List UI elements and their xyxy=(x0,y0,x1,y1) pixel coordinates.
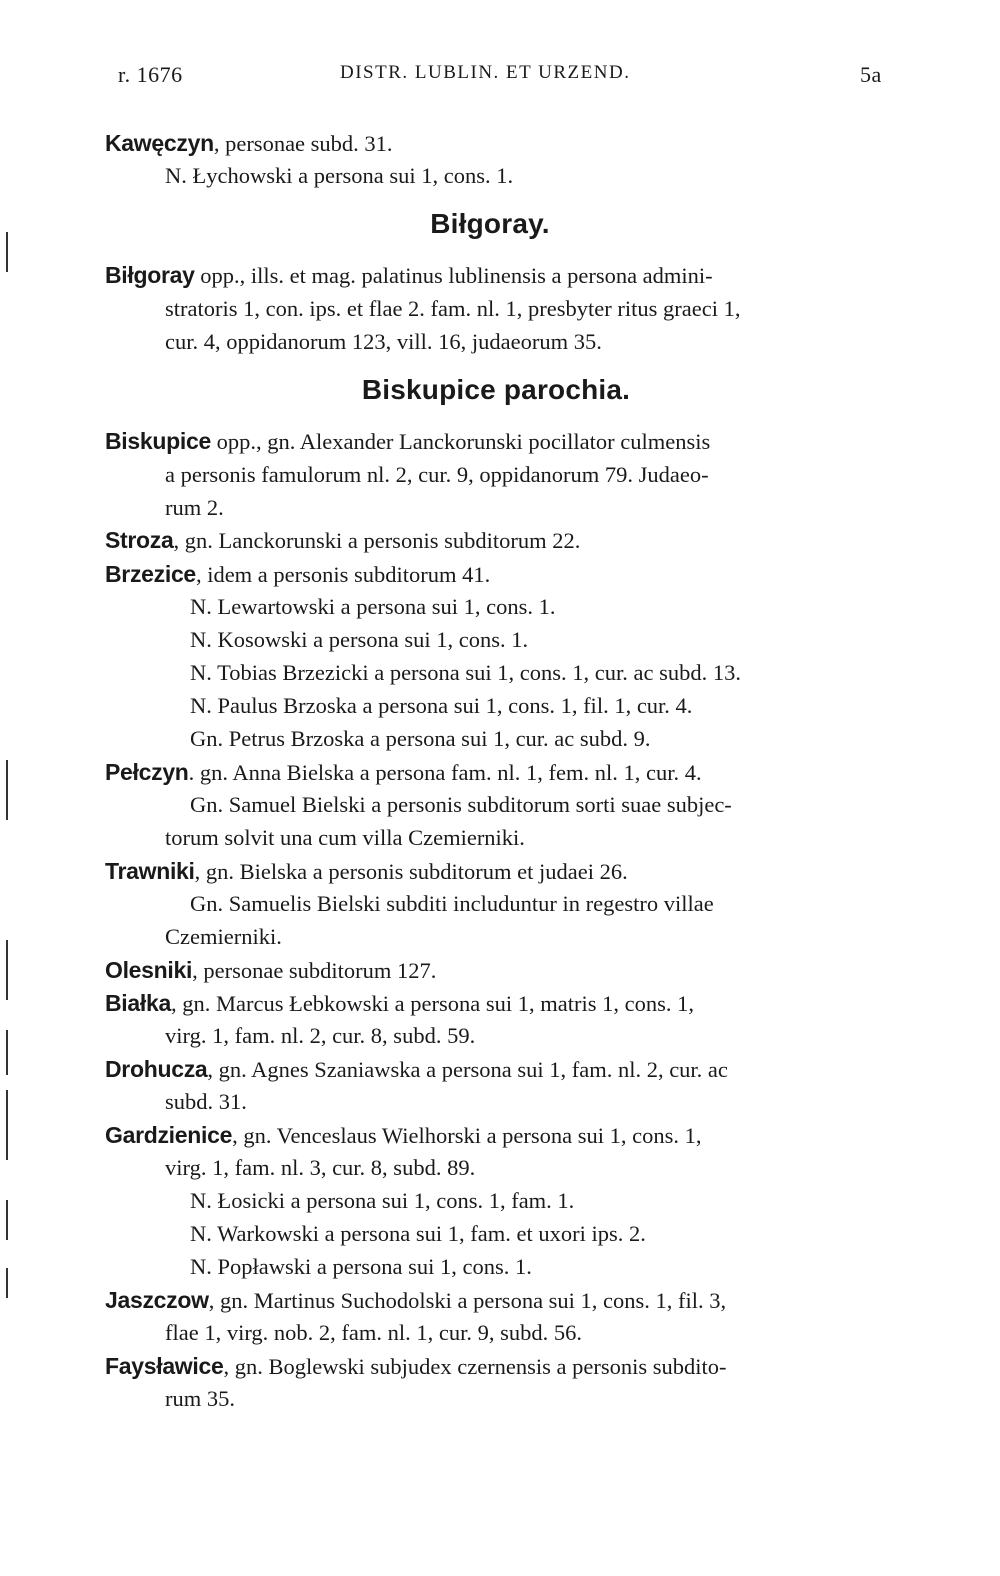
margin-bracket-mark xyxy=(6,1030,8,1075)
entry-line: N. Łosicki a persona sui 1, cons. 1, fam. 1. xyxy=(190,1188,575,1213)
entry-line: Brzezice, idem a personis subditorum 41. xyxy=(105,561,491,587)
page-year: r. 1676 xyxy=(118,62,183,87)
entry-line: cur. 4, oppidanorum 123, vill. 16, judaeorum 35. xyxy=(165,329,602,354)
entry-line: Gardzienice, gn. Venceslaus Wielhorski a persona sui 1, cons. 1, xyxy=(105,1122,702,1148)
margin-bracket-mark xyxy=(6,1268,8,1298)
entry-line: Pełczyn. gn. Anna Bielska a persona fam. nl. 1, fem. nl. 1, cur. 4. xyxy=(105,759,702,785)
place-name: Trawniki xyxy=(105,858,195,884)
margin-bracket-mark xyxy=(6,232,8,272)
entry-line: Faysławice, gn. Boglewski subjudex czernensis a personis subdito- xyxy=(105,1353,727,1379)
margin-bracket-mark xyxy=(6,1200,8,1240)
entry-line: Biłgoray opp., ills. et mag. palatinus lublinensis a persona admini- xyxy=(105,262,713,288)
entry-line: Białka, gn. Marcus Łebkowski a persona sui 1, matris 1, cons. 1, xyxy=(105,990,695,1016)
place-name: Białka xyxy=(105,990,171,1016)
section-heading: Biłgoray. xyxy=(430,208,550,239)
entry-line: a personis famulorum nl. 2, cur. 9, oppidanorum 79. Judaeo- xyxy=(165,462,709,487)
entry-line: Kawęczyn, personae subd. 31. xyxy=(105,130,393,156)
entry-line: N. Lewartowski a persona sui 1, cons. 1. xyxy=(190,594,556,619)
place-name: Stroza xyxy=(105,527,174,553)
entry-line: rum 2. xyxy=(165,495,224,520)
place-name: Gardzienice xyxy=(105,1122,233,1148)
place-name: Jaszczow xyxy=(105,1287,209,1313)
margin-bracket-mark xyxy=(6,760,8,820)
entry-line: Gn. Samuel Bielski a personis subditorum sorti suae subjec- xyxy=(190,792,732,817)
entry-line: Olesniki, personae subditorum 127. xyxy=(105,957,437,983)
entry-line: Trawniki, gn. Bielska a personis subditorum et judaei 26. xyxy=(105,858,628,884)
place-name: Biskupice xyxy=(105,428,211,454)
entry-line: Gn. Petrus Brzoska a persona sui 1, cur. ac subd. 9. xyxy=(190,726,651,751)
entry-line: Gn. Samuelis Bielski subditi includuntur in regestro villae xyxy=(190,891,714,916)
entry-line: N. Warkowski a persona sui 1, fam. et uxori ips. 2. xyxy=(190,1221,646,1246)
entry-line: N. Kosowski a persona sui 1, cons. 1. xyxy=(190,627,529,652)
entry-line: Stroza, gn. Lanckorunski a personis subditorum 22. xyxy=(105,527,581,553)
place-name: Olesniki xyxy=(105,957,193,983)
entry-line: stratoris 1, con. ips. et flae 2. fam. nl. 1, presbyter ritus graeci 1, xyxy=(165,296,741,321)
entry-line: virg. 1, fam. nl. 3, cur. 8, subd. 89. xyxy=(165,1155,476,1180)
margin-bracket-mark xyxy=(6,1090,8,1160)
place-name: Kawęczyn xyxy=(105,130,214,156)
entry-line: N. Tobias Brzezicki a persona sui 1, cons. 1, cur. ac subd. 13. xyxy=(190,660,742,685)
page-number: 5a xyxy=(860,62,882,87)
entry-line: N. Popławski a persona sui 1, cons. 1. xyxy=(190,1254,532,1279)
running-title: DISTR. LUBLIN. ET URZEND. xyxy=(340,62,631,83)
place-name: Biłgoray xyxy=(105,262,195,288)
place-name: Pełczyn xyxy=(105,759,189,785)
entry-line: Biskupice opp., gn. Alexander Lanckorunski pocillator culmensis xyxy=(105,428,711,454)
margin-bracket-mark xyxy=(6,940,8,1000)
entry-line: rum 35. xyxy=(165,1386,235,1411)
entry-line: torum solvit una cum villa Czemierniki. xyxy=(165,825,525,850)
place-name: Faysławice xyxy=(105,1353,224,1379)
entry-line: N. Łychowski a persona sui 1, cons. 1. xyxy=(165,163,514,188)
entry-line: virg. 1, fam. nl. 2, cur. 8, subd. 59. xyxy=(165,1023,476,1048)
place-name: Drohucza xyxy=(105,1056,208,1082)
section-heading: Biskupice parochia. xyxy=(361,374,631,405)
entry-line: N. Paulus Brzoska a persona sui 1, cons. 1, fil. 1, cur. 4. xyxy=(190,693,693,718)
entry-line: subd. 31. xyxy=(165,1089,247,1114)
entry-line: Czemierniki. xyxy=(165,924,282,949)
entry-line: Drohucza, gn. Agnes Szaniawska a persona sui 1, fam. nl. 2, cur. ac xyxy=(105,1056,728,1082)
entry-line: flae 1, virg. nob. 2, fam. nl. 1, cur. 9, subd. 56. xyxy=(165,1320,583,1345)
entry-line: Jaszczow, gn. Martinus Suchodolski a persona sui 1, cons. 1, fil. 3, xyxy=(105,1287,727,1313)
place-name: Brzezice xyxy=(105,561,196,587)
